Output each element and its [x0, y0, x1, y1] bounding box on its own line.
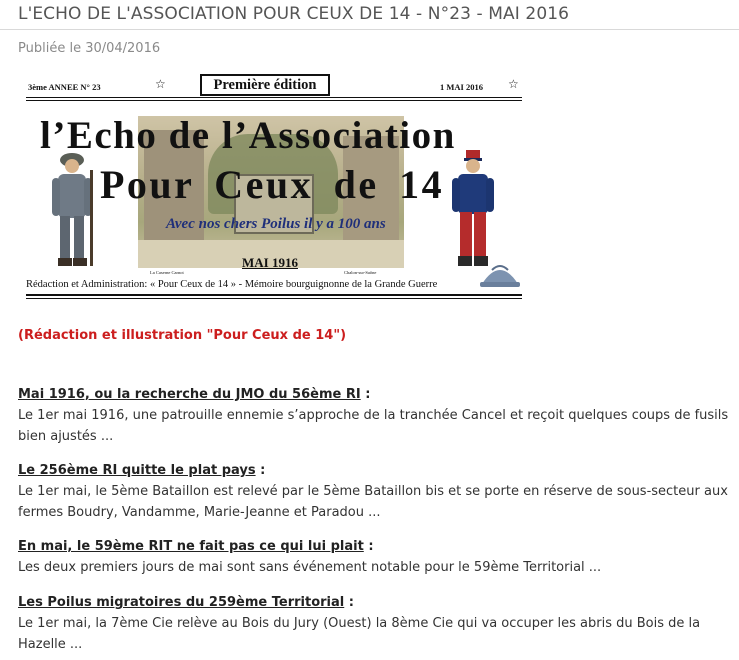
soldier-right-illustration — [448, 148, 498, 274]
article-heading-link[interactable]: Le 256ème RI quitte le plat pays — [18, 463, 256, 478]
helmet-icon — [478, 260, 522, 290]
page-title: L'ECHO DE L'ASSOCIATION POUR CEUX DE 14 - N°23 - MAI 2016 — [18, 4, 570, 24]
photo-caption-left: La Caserne Carnot — [150, 270, 184, 275]
issue-date: 1 MAI 2016 — [440, 82, 483, 92]
photo-caption-right: Chalon-sur-Saône — [344, 270, 377, 275]
masthead-month: MAI 1916 — [242, 255, 298, 270]
publication-date: Publiée le 30/04/2016 — [18, 41, 161, 56]
star-icon: ☆ — [155, 77, 166, 91]
footer-rule — [26, 294, 522, 296]
issue-number: 3ème ANNEE N° 23 — [28, 82, 101, 92]
title-divider — [0, 29, 739, 30]
masthead-title-line2: Pour Ceux de 14 — [100, 162, 445, 207]
newspaper-banner-image — [22, 70, 522, 302]
article-excerpt: Le 1er mai 1916, une patrouille ennemie s’approche de la tranchée Cancel et reçoit quelques coups de fusils bien ajustés ... — [18, 408, 729, 444]
article-summary: Le 256ème RI quitte le plat pays : Le 1er mai, le 5ème Bataillon est relevé par le 5ème Bataillon bis et se porte en réserve de sous-secteur aux fermes Boudry, Vandamme, Marie-Jeanne et Paradou ... — [18, 460, 730, 523]
article-heading-link[interactable]: En mai, le 59ème RIT ne fait pas ce qui lui plait — [18, 539, 364, 554]
article-summary: En mai, le 59ème RIT ne fait pas ce qui lui plait : Les deux premiers jours de mai sont sans événement notable pour le 59ème Territorial ... — [18, 536, 730, 578]
masthead-footer: Rédaction et Administration: « Pour Ceux de 14 » - Mémoire bourguignonne de la Grande Guerre — [26, 279, 438, 290]
masthead-title-line1: l’Echo de l’Association — [40, 114, 456, 157]
soldier-left-illustration — [46, 150, 98, 272]
article-excerpt: Les deux premiers jours de mai sont sans événement notable pour le 59ème Territorial ... — [18, 560, 602, 575]
article-summary: Mai 1916, ou la recherche du JMO du 56ème RI : Le 1er mai 1916, une patrouille ennemie s’approche de la tranchée Cancel et reçoit quelques coups de fusils bien ajustés ... — [18, 384, 730, 447]
masthead-subtitle: Avec nos chers Poilus il y a 100 ans — [166, 216, 386, 232]
header-rule — [26, 100, 522, 101]
article-excerpt: Le 1er mai, le 5ème Bataillon est relevé par le 5ème Bataillon bis et se porte en réserve de sous-secteur aux fermes Boudry, Vandamme, Marie-Jeanne et Paradou ... — [18, 484, 728, 520]
edition-box: Première édition — [200, 74, 330, 96]
star-icon: ☆ — [508, 77, 519, 91]
article-heading-link[interactable]: Les Poilus migratoires du 259ème Territorial — [18, 595, 345, 610]
article-summary: Les Poilus migratoires du 259ème Territorial : Le 1er mai, la 7ème Cie relève au Bois du Jury (Ouest) la 8ème Cie qui va occuper les abris du Bois de la Hazelle ... — [18, 592, 730, 655]
article-heading-link[interactable]: Mai 1916, ou la recherche du JMO du 56ème RI — [18, 387, 361, 402]
header-rule — [26, 97, 522, 98]
footer-rule — [26, 298, 522, 299]
article-excerpt: Le 1er mai, la 7ème Cie relève au Bois du Jury (Ouest) la 8ème Cie qui va occuper les abris du Bois de la Hazelle ... — [18, 616, 701, 652]
credit-line: (Rédaction et illustration "Pour Ceux de 14") — [18, 328, 347, 343]
